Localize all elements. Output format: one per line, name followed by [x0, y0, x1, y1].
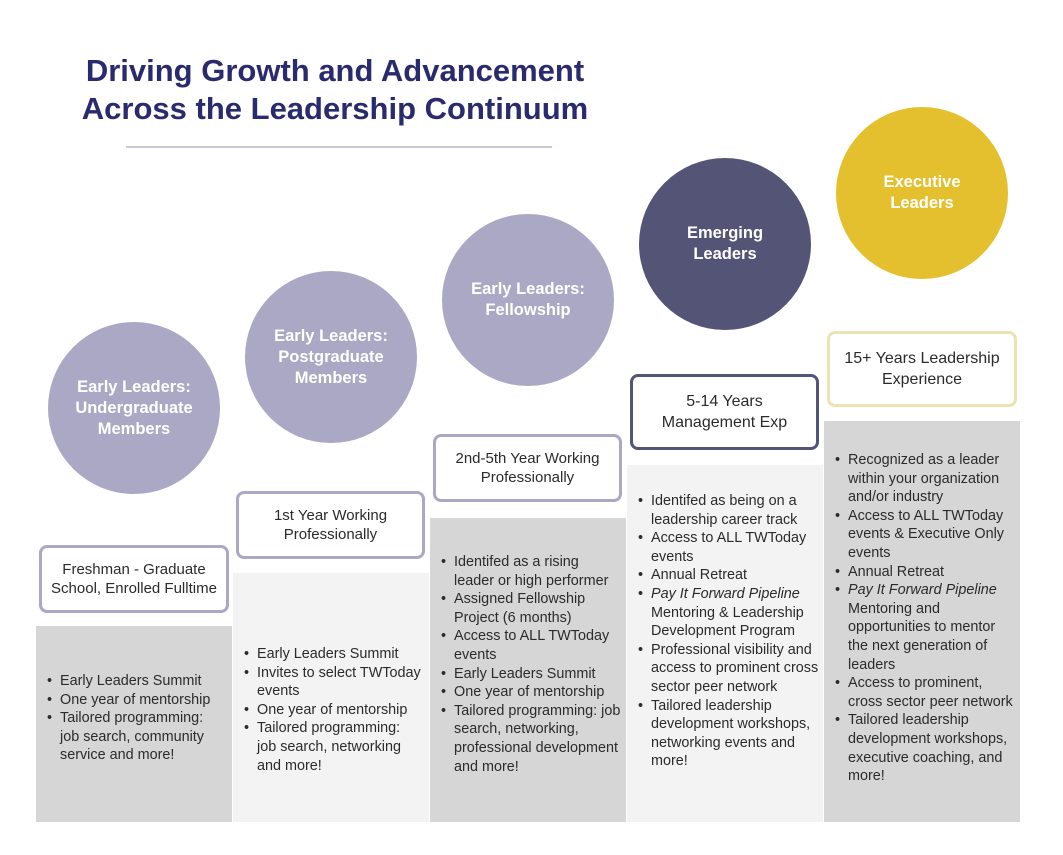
stage-4-column [627, 465, 823, 822]
stage-5-column [824, 421, 1020, 822]
stage-2-circle [245, 271, 417, 443]
list-item: • Identifed as a rising leader or high performer [441, 553, 622, 590]
list-item: • Early Leaders Summit [441, 665, 622, 684]
list-item-continuation: Mentoring & Leadership Development Program [651, 604, 804, 640]
list-item: • Recognized as a leader within your organization and/or industry [835, 451, 1017, 507]
emphasis-text: Pay It Forward Pipeline [651, 585, 800, 602]
stage-5-circle-label: Executive Leaders [883, 173, 961, 212]
page-title [40, 52, 630, 128]
list-item: • Access to ALL TWToday events & Executive Only events [835, 507, 1017, 563]
stage-4-circle-label: Emerging Leaders [686, 224, 764, 263]
list-item-continuation: Mentoring and opportunities to mentor the next generation of leaders [848, 600, 996, 673]
stage-5-circle [836, 107, 1008, 279]
list-item: • Tailored programming: job search, networking, professional development and more! [441, 702, 622, 776]
list-item: • Tailored programming: job search, networking and more! [244, 719, 423, 775]
stage-4-label-box [630, 374, 819, 450]
list-item: • Assigned Fellowship Project (6 months) [441, 590, 622, 627]
list-item: • Annual Retreat [638, 566, 820, 585]
stage-5-label: 15+ Years Leadership Experience [844, 350, 1000, 388]
stage-1-bullets [47, 672, 226, 765]
list-item: • Identifed as being on a leadership career track [638, 492, 820, 529]
stage-3-column [430, 518, 626, 822]
list-item: • One year of mentorship [47, 691, 226, 710]
title-divider [126, 146, 552, 148]
stage-3-label: 2nd-5th Year Working Professionally [455, 450, 600, 486]
stage-1-label-box [39, 545, 229, 613]
list-item: • Access to ALL TWToday events [638, 529, 820, 566]
list-item: • Tailored programming: job search, community service and more! [47, 709, 226, 765]
stage-1-label: Freshman - Graduate School, Enrolled Fulltime [51, 561, 217, 597]
title-line-2: Across the Leadership Continuum [81, 91, 589, 126]
list-item: • Invites to select TWToday events [244, 664, 423, 701]
list-item: • One year of mentorship [441, 683, 622, 702]
list-item: • Tailored leadership development workshops, networking events and more! [638, 697, 820, 771]
stage-1-column [36, 626, 232, 822]
stage-2-column [233, 573, 429, 822]
list-item: • Early Leaders Summit [47, 672, 226, 691]
list-item [835, 581, 1017, 674]
stage-2-label-box [236, 491, 425, 559]
list-item: • One year of mentorship [244, 701, 423, 720]
list-item: • Access to prominent, cross sector peer network [835, 674, 1017, 711]
stage-3-label-box [433, 434, 622, 502]
stage-1-circle [48, 322, 220, 494]
stage-2-bullets [244, 645, 423, 775]
title-line-1: Driving Growth and Advancement [85, 53, 585, 88]
stage-2-circle-label: Early Leaders: Postgraduate Members [274, 326, 388, 387]
stage-2-label: 1st Year Working Professionally [273, 507, 388, 543]
stage-3-circle [442, 214, 614, 386]
stage-3-bullets [441, 553, 622, 776]
stage-4-bullets [638, 492, 820, 771]
stage-3-circle-label: Early Leaders: Fellowship [471, 280, 585, 319]
list-item: • Professional visibility and access to prominent cross sector peer network [638, 641, 820, 697]
list-item: • Annual Retreat [835, 563, 1017, 582]
list-item: • Early Leaders Summit [244, 645, 423, 664]
stage-4-label: 5-14 Years Management Exp [661, 393, 788, 431]
list-item: • Tailored leadership development workshops, executive coaching, and more! [835, 711, 1017, 785]
stage-1-circle-label: Early Leaders: Undergraduate Members [75, 377, 193, 438]
list-item [638, 585, 820, 641]
emphasis-text: Pay It Forward Pipeline [848, 582, 997, 599]
stage-5-label-box [827, 331, 1017, 407]
list-item: • Access to ALL TWToday events [441, 627, 622, 664]
stage-4-circle [639, 158, 811, 330]
stage-5-bullets [835, 451, 1017, 786]
